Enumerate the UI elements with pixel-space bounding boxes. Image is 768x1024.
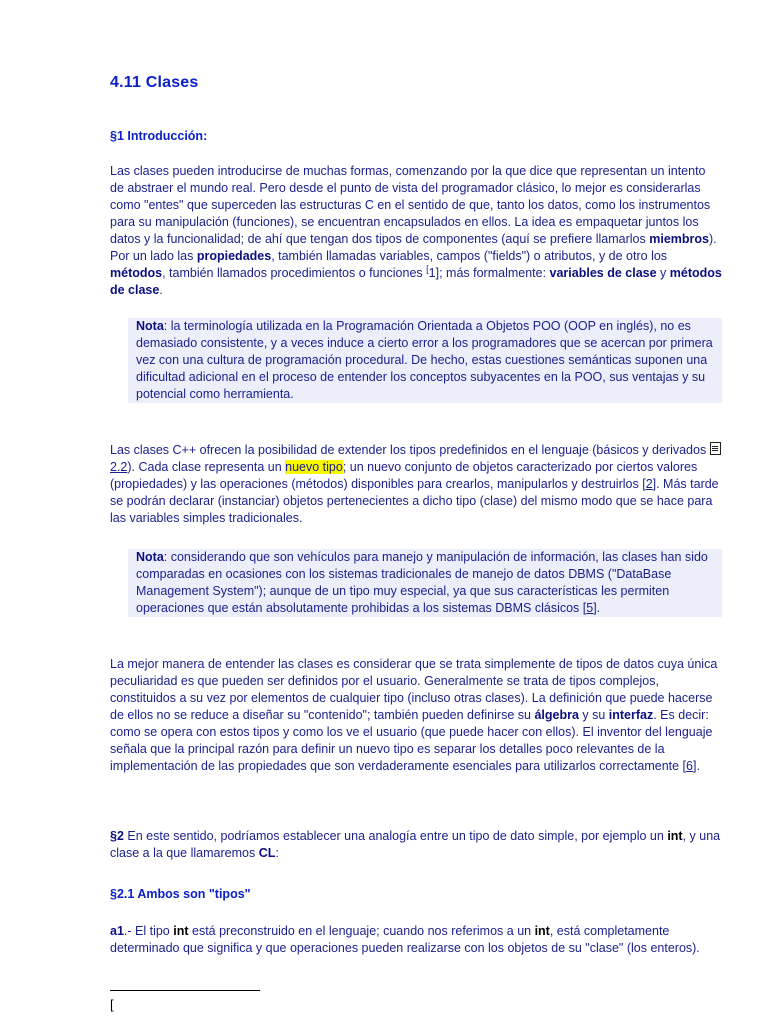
keyword-interfaz: interfaz xyxy=(608,708,654,722)
item-label-a1: a1 xyxy=(110,924,124,938)
link-ref-6[interactable]: 6 xyxy=(686,759,693,773)
note-box-dbms: Nota: considerando que son vehículos para manejo y manipulación de información, las clases han sido comparadas en ocasiones con los sistemas tradicionales de manejo de datos DBMS ("DataBase Management System"); aunque de un tipo muy especial, ya que sus características les permiten operaciones que están absolutamente prohibidas a los sistemas DBMS clásicos [5]. xyxy=(128,549,722,617)
footnote-mark: [ xyxy=(110,997,114,1012)
keyword-propiedades: propiedades xyxy=(196,249,272,263)
keyword-cl: CL xyxy=(258,846,276,860)
link-ref-2[interactable]: 2 xyxy=(645,477,653,491)
paragraph-intro: Las clases pueden introducirse de muchas formas, comenzando por la que dice que representan un intento de abstraer el mundo real. Pero desde el punto de vista del programador clásico, lo mejor es considerarlas como "entes" que superceden las estructuras C en el sentido de que, tanto los datos, como los instrumentos para su manipulación (funciones), se encuentran encapsulados en ellos. La idea es empaquetar juntos los datos y la funcionalidad; de ahí que tengan dos tipos de componentes (aquí se prefiere llamarlos miembros). Por un lado las propiedades, también llamadas variables, campos ("fields") o atributos, y de otro los métodos, también llamados procedimientos o funciones [1]; más formalmente: variables de clase y métodos de clase. xyxy=(110,164,722,297)
footnote-ref: [ xyxy=(426,263,429,274)
note-box-terminology: Nota: la terminología utilizada en la Programación Orientada a Objetos POO (OOP en inglés), no es demasiado consistente, y a veces induce a cierto error a los programadores que se acercan por primera vez con una cultura de programación procedural. De hecho, estas cuestiones semánticas suponen una dificultad adicional en el proceso de entender los conceptos subyacentes en la POO, sus ventajas y su potencial como herramienta. xyxy=(128,318,722,403)
link-2-2[interactable]: 2.2 xyxy=(110,460,128,474)
note-label: Nota xyxy=(136,550,164,564)
section-label-2: §2 xyxy=(110,829,124,843)
keyword-metodos: métodos xyxy=(110,266,163,280)
footnote-divider xyxy=(110,990,260,991)
keyword-int: int xyxy=(173,924,189,938)
page-title: 4.11 Clases xyxy=(110,74,199,91)
highlighted-nuevo-tipo: nuevo tipo xyxy=(285,460,343,474)
paragraph-a1: a1.- El tipo int está preconstruido en el lenguaje; cuando nos referimos a un int, está completamente determinado que significa y que operaciones pueden realizarse con los objetos de su "clase" (los enteros). xyxy=(110,924,700,955)
document-icon[interactable] xyxy=(710,442,721,455)
keyword-algebra: álgebra xyxy=(534,708,579,722)
link-ref-5[interactable]: 5 xyxy=(586,601,594,615)
section-title-intro: §1 Introducción: xyxy=(110,129,208,143)
keyword-int: int xyxy=(534,924,550,938)
section-title-2-1: §2.1 Ambos son "tipos" xyxy=(110,887,251,901)
paragraph-understanding-classes: La mejor manera de entender las clases es considerar que se trata simplemente de tipos de datos cuya única peculiaridad es que pueden ser definidos por el usuario. Generalmente se trata de tipos complejos, constituidos a su vez por elementos de cualquier tipo (incluso otras clases). La definición que puede hacerse de ellos no se reduce a diseñar su "contenido"; también pueden definirse su álgebra y su interfaz. Es decir: como se opera con estos tipos y como los ve el usuario (que puede hacer con ellos). El inventor del lenguaje señala que la principal razón para definir un nuevo tipo es separar los detalles poco relevantes de la implementación de las propiedades que son verdaderamente esenciales para utilizarlos correctamente [6]. xyxy=(110,657,718,773)
keyword-int: int xyxy=(667,829,683,843)
note-label: Nota xyxy=(136,319,164,333)
keyword-variables-de-clase: variables de clase xyxy=(549,266,657,280)
keyword-miembros: miembros xyxy=(649,232,709,246)
paragraph-section-2: §2 En este sentido, podríamos establecer una analogía entre un tipo de dato simple, por ejemplo un int, y una clase a la que llamaremos CL: xyxy=(110,829,721,860)
paragraph-cpp-classes: Las clases C++ ofrecen la posibilidad de extender los tipos predefinidos en el lenguaje (básicos y derivados 2.2). Cada clase representa un nuevo tipo; un nuevo conjunto de objetos caracterizado por ciertos valores (propiedades) y las operaciones (métodos) disponibles para crearlos, manipularlos y destruirlos [2]. Más tarde se podrán declarar (instanciar) objetos pertenecientes a dicho tipo (clase) del mismo modo que se hace para las variables simples tradicionales. xyxy=(110,442,722,527)
keyword-metodos-de-clase: métodos de clase xyxy=(110,266,722,297)
